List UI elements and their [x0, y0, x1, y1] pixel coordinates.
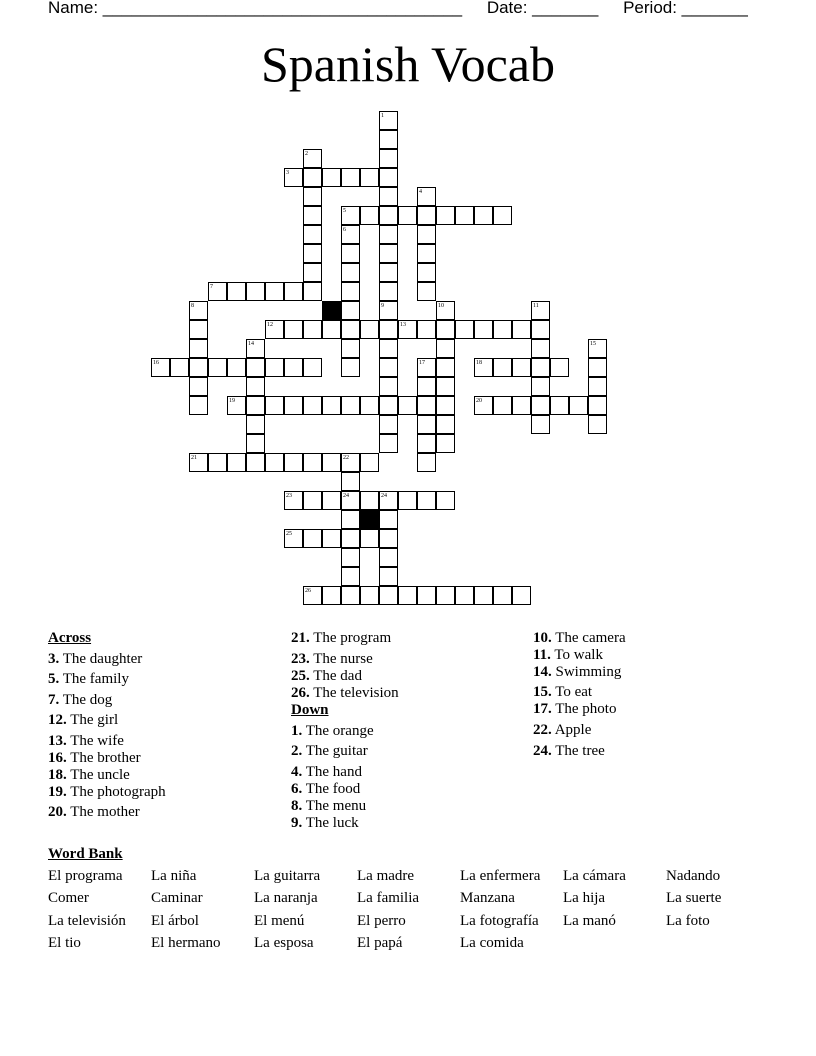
across-clue-12: 12. The girl — [48, 712, 119, 728]
word-bank-item: La cámara — [563, 868, 626, 884]
crossword-cell[interactable] — [341, 586, 360, 605]
crossword-cell[interactable] — [531, 396, 550, 415]
crossword-cell[interactable] — [588, 415, 607, 434]
across-clue-3: 3. The daughter — [48, 651, 143, 667]
crossword-cell[interactable] — [360, 453, 379, 472]
crossword-cell[interactable] — [170, 358, 189, 377]
word-bank-item: La suerte — [666, 890, 722, 906]
down-clue-11: 11. To walk — [533, 647, 603, 663]
crossword-cell[interactable] — [417, 263, 436, 282]
crossword-cell[interactable] — [322, 396, 341, 415]
crossword-cell[interactable] — [189, 320, 208, 339]
clue-number-17: 17 — [419, 360, 425, 366]
across-clue-21: 21. The program — [291, 630, 392, 646]
crossword-cell[interactable] — [341, 244, 360, 263]
crossword-cell[interactable] — [531, 358, 550, 377]
word-bank-item: Nadando — [666, 868, 721, 884]
clue-number-7: 7 — [210, 284, 213, 290]
crossword-cell[interactable] — [512, 396, 531, 415]
crossword-cell[interactable] — [303, 282, 322, 301]
down-clue-24: 24. The tree — [533, 743, 605, 759]
crossword-cell[interactable] — [360, 396, 379, 415]
crossword-cell[interactable] — [531, 339, 550, 358]
down-clue-14: 14. Swimming — [533, 664, 622, 680]
crossword-cell[interactable] — [417, 586, 436, 605]
crossword-cell[interactable] — [360, 586, 379, 605]
crossword-cell[interactable] — [227, 282, 246, 301]
across-clue-19: 19. The photograph — [48, 784, 166, 800]
page-title: Spanish Vocab — [261, 36, 555, 92]
crossword-cell[interactable] — [436, 301, 455, 320]
crossword-cell[interactable] — [341, 548, 360, 567]
clue-number-19: 19 — [229, 398, 235, 404]
crossword-cell[interactable] — [303, 244, 322, 263]
clue-number-23: 23 — [286, 493, 292, 499]
word-bank-item: Comer — [48, 890, 89, 906]
across-clue-26: 26. The television — [291, 685, 399, 701]
crossword-cell[interactable] — [436, 491, 455, 510]
crossword-cell[interactable] — [227, 396, 246, 415]
crossword-cell[interactable] — [455, 206, 474, 225]
crossword-cell[interactable] — [455, 586, 474, 605]
crossword-cell[interactable] — [379, 586, 398, 605]
crossword-cell[interactable] — [284, 358, 303, 377]
crossword-cell[interactable] — [398, 491, 417, 510]
word-bank-item: El menú — [254, 913, 305, 929]
crossword-cell[interactable] — [341, 472, 360, 491]
crossword-cell[interactable] — [284, 491, 303, 510]
crossword-cell[interactable] — [341, 453, 360, 472]
clue-number-12: 12 — [267, 322, 273, 328]
crossword-cell[interactable] — [474, 586, 493, 605]
crossword-cell[interactable] — [512, 586, 531, 605]
crossword-cell[interactable] — [322, 168, 341, 187]
crossword-cell[interactable] — [379, 377, 398, 396]
crossword-cell[interactable] — [493, 358, 512, 377]
crossword-cell[interactable] — [284, 282, 303, 301]
crossword-cell[interactable] — [284, 396, 303, 415]
word-bank-item: El programa — [48, 868, 123, 884]
crossword-cell[interactable] — [189, 377, 208, 396]
crossword-cell[interactable] — [151, 358, 170, 377]
down-clue-22: 22. Apple — [533, 722, 592, 738]
crossword-cell[interactable] — [303, 529, 322, 548]
clue-number-24: 24 — [381, 493, 387, 499]
crossword-cell[interactable] — [322, 529, 341, 548]
crossword-cell[interactable] — [531, 301, 550, 320]
crossword-cell[interactable] — [341, 529, 360, 548]
crossword-cell[interactable] — [550, 396, 569, 415]
down-clue-6: 6. The food — [291, 781, 361, 797]
word-bank-item: La manó — [563, 913, 616, 929]
crossword-cell[interactable] — [417, 282, 436, 301]
clue-number-15: 15 — [590, 341, 596, 347]
crossword-cell[interactable] — [246, 453, 265, 472]
crossword-cell[interactable] — [246, 282, 265, 301]
crossword-cell[interactable] — [417, 377, 436, 396]
down-clue-8: 8. The menu — [291, 798, 367, 814]
crossword-cell[interactable] — [189, 339, 208, 358]
clue-number-5: 5 — [343, 208, 346, 214]
word-bank-item: El papá — [357, 935, 403, 951]
crossword-cell[interactable] — [303, 206, 322, 225]
crossword-cell[interactable] — [531, 320, 550, 339]
crossword-cell[interactable] — [588, 396, 607, 415]
black-square — [360, 510, 379, 529]
crossword-cell[interactable] — [246, 434, 265, 453]
crossword-cell[interactable] — [341, 510, 360, 529]
crossword-cell[interactable] — [246, 415, 265, 434]
word-bank-item: El hermano — [151, 935, 221, 951]
word-bank-item: La hija — [563, 890, 606, 906]
word-bank-item: La niña — [151, 868, 197, 884]
crossword-cell[interactable] — [531, 377, 550, 396]
crossword-cell[interactable] — [379, 510, 398, 529]
crossword-cell[interactable] — [493, 320, 512, 339]
crossword-cell[interactable] — [474, 358, 493, 377]
crossword-cell[interactable] — [303, 149, 322, 168]
clue-number-2: 2 — [305, 151, 308, 157]
word-bank-item: La guitarra — [254, 868, 321, 884]
clue-number-3: 3 — [286, 170, 289, 176]
crossword-cell[interactable] — [417, 396, 436, 415]
crossword-cell[interactable] — [284, 453, 303, 472]
crossword-cell[interactable] — [379, 187, 398, 206]
crossword-cell[interactable] — [360, 320, 379, 339]
clue-number-6: 6 — [343, 227, 346, 233]
crossword-cell[interactable] — [208, 282, 227, 301]
crossword-cell[interactable] — [303, 396, 322, 415]
word-bank-item: El tio — [48, 935, 81, 951]
crossword-cell[interactable] — [493, 396, 512, 415]
crossword-cell[interactable] — [474, 396, 493, 415]
crossword-cell[interactable] — [227, 453, 246, 472]
crossword-cell[interactable] — [379, 529, 398, 548]
down-clue-9: 9. The luck — [291, 815, 359, 831]
crossword-cell[interactable] — [360, 529, 379, 548]
crossword-cell[interactable] — [322, 491, 341, 510]
word-bank-item: El árbol — [151, 913, 199, 929]
crossword-cell[interactable] — [341, 282, 360, 301]
crossword-cell[interactable] — [341, 168, 360, 187]
crossword-cell[interactable] — [417, 244, 436, 263]
crossword-cell[interactable] — [550, 358, 569, 377]
word-bank-item: Manzana — [460, 890, 515, 906]
crossword-cell[interactable] — [436, 586, 455, 605]
crossword-cell[interactable] — [246, 358, 265, 377]
crossword-cell[interactable] — [341, 339, 360, 358]
crossword-cell[interactable] — [569, 396, 588, 415]
crossword-cell[interactable] — [379, 358, 398, 377]
clue-column-1 — [48, 630, 166, 821]
crossword-cell[interactable] — [189, 453, 208, 472]
crossword-cell[interactable] — [588, 339, 607, 358]
crossword-cell[interactable] — [322, 586, 341, 605]
crossword-cell[interactable] — [379, 434, 398, 453]
crossword-cell[interactable] — [265, 282, 284, 301]
crossword-cell[interactable] — [303, 225, 322, 244]
crossword-cell[interactable] — [512, 320, 531, 339]
crossword-cell[interactable] — [436, 415, 455, 434]
name-field[interactable]: Name: ______________________________________ — [48, 0, 463, 17]
crossword-cell[interactable] — [341, 396, 360, 415]
word-bank-item: La fotografía — [460, 913, 539, 929]
clue-number-4: 4 — [419, 189, 422, 195]
crossword-cell[interactable] — [284, 168, 303, 187]
crossword-cell[interactable] — [436, 434, 455, 453]
crossword-cell[interactable] — [303, 586, 322, 605]
crossword-cell[interactable] — [189, 396, 208, 415]
crossword-cell[interactable] — [360, 491, 379, 510]
crossword-cell[interactable] — [474, 206, 493, 225]
across-clue-18: 18. The uncle — [48, 767, 130, 783]
crossword-cell[interactable] — [284, 529, 303, 548]
crossword-cell[interactable] — [398, 206, 417, 225]
clue-number-8: 8 — [191, 303, 194, 309]
down-clue-10: 10. The camera — [533, 630, 626, 646]
clue-number-25: 25 — [286, 531, 292, 537]
crossword-cell[interactable] — [588, 358, 607, 377]
period-field[interactable]: Period: _______ — [623, 0, 748, 17]
clue-number-13: 13 — [400, 322, 406, 328]
crossword-cell[interactable] — [227, 358, 246, 377]
down-heading: Down — [291, 702, 329, 718]
crossword-cell[interactable] — [379, 320, 398, 339]
crossword-cell[interactable] — [379, 111, 398, 130]
crossword-cell[interactable] — [379, 149, 398, 168]
crossword-cell[interactable] — [398, 586, 417, 605]
crossword-cell[interactable] — [303, 320, 322, 339]
down-clue-2: 2. The guitar — [291, 743, 368, 759]
crossword-cell[interactable] — [341, 225, 360, 244]
across-clue-7: 7. The dog — [48, 692, 113, 708]
crossword-cell[interactable] — [436, 320, 455, 339]
clue-number-26: 26 — [305, 588, 311, 594]
crossword-cell[interactable] — [379, 282, 398, 301]
crossword-cell[interactable] — [189, 358, 208, 377]
crossword-cell[interactable] — [341, 567, 360, 586]
word-bank-item: Caminar — [151, 890, 203, 906]
crossword-cell[interactable] — [303, 453, 322, 472]
crossword-cell[interactable] — [341, 320, 360, 339]
clue-number-18: 18 — [476, 360, 482, 366]
crossword-cell[interactable] — [265, 396, 284, 415]
crossword-cell[interactable] — [303, 187, 322, 206]
crossword-cell[interactable] — [436, 339, 455, 358]
word-bank-item: La foto — [666, 913, 710, 929]
clue-number-10: 10 — [438, 303, 444, 309]
clue-number-22: 22 — [343, 455, 349, 461]
crossword-cell[interactable] — [417, 225, 436, 244]
crossword-cell[interactable] — [379, 301, 398, 320]
crossword-cell[interactable] — [493, 586, 512, 605]
date-field[interactable]: Date: _______ — [486, 0, 599, 17]
crossword-cell[interactable] — [360, 168, 379, 187]
crossword-cell[interactable] — [417, 187, 436, 206]
crossword-cell[interactable] — [246, 377, 265, 396]
crossword-cell[interactable] — [303, 491, 322, 510]
across-clue-16: 16. The brother — [48, 750, 141, 766]
crossword-cell[interactable] — [265, 358, 284, 377]
crossword-cell[interactable] — [208, 453, 227, 472]
crossword-cell[interactable] — [322, 320, 341, 339]
clue-number-20: 20 — [476, 398, 482, 404]
crossword-cell[interactable] — [417, 434, 436, 453]
clue-number-16: 16 — [153, 360, 159, 366]
clue-number-21: 21 — [191, 455, 197, 461]
crossword-cell[interactable] — [512, 358, 531, 377]
crossword-cell[interactable] — [436, 358, 455, 377]
across-clue-25: 25. The dad — [291, 668, 362, 684]
crossword-cell[interactable] — [379, 130, 398, 149]
crossword-cell[interactable] — [398, 320, 417, 339]
crossword-cell[interactable] — [436, 377, 455, 396]
word-bank-item: El perro — [357, 913, 406, 929]
crossword-cell[interactable] — [341, 358, 360, 377]
crossword-cell[interactable] — [189, 301, 208, 320]
down-clue-15: 15. To eat — [533, 684, 593, 700]
student-info-header — [48, 0, 752, 18]
crossword-cell[interactable] — [379, 244, 398, 263]
crossword-cell[interactable] — [379, 263, 398, 282]
crossword-cell[interactable] — [303, 358, 322, 377]
crossword-cell[interactable] — [379, 567, 398, 586]
crossword-cell[interactable] — [417, 206, 436, 225]
word-bank-item: La televisión — [48, 913, 126, 929]
crossword-cell[interactable] — [208, 358, 227, 377]
across-heading: Across — [48, 630, 92, 646]
crossword-cell[interactable] — [588, 377, 607, 396]
crossword-cell[interactable] — [417, 320, 436, 339]
clue-number-24: 24 — [343, 493, 349, 499]
crossword-cell[interactable] — [246, 396, 265, 415]
crossword-cell[interactable] — [265, 453, 284, 472]
crossword-cell[interactable] — [341, 301, 360, 320]
clue-column-2 — [291, 630, 399, 832]
word-bank-title: Word Bank — [48, 846, 123, 862]
word-bank-item: La comida — [460, 935, 524, 951]
word-bank-item: La madre — [357, 868, 415, 884]
crossword-cell[interactable] — [417, 453, 436, 472]
word-bank-item: La naranja — [254, 890, 318, 906]
crossword-cell[interactable] — [265, 320, 284, 339]
crossword-cell[interactable] — [379, 491, 398, 510]
crossword-cell[interactable] — [474, 320, 493, 339]
crossword-cell[interactable] — [455, 320, 474, 339]
crossword-cell[interactable] — [417, 491, 436, 510]
crossword-cell[interactable] — [417, 358, 436, 377]
crossword-cell[interactable] — [303, 263, 322, 282]
crossword-cell[interactable] — [379, 168, 398, 187]
black-square — [322, 301, 341, 320]
clue-number-1: 1 — [381, 113, 384, 119]
crossword-cell[interactable] — [303, 168, 322, 187]
crossword-cell[interactable] — [379, 206, 398, 225]
crossword-cell[interactable] — [493, 206, 512, 225]
crossword-cell[interactable] — [379, 339, 398, 358]
crossword-cell[interactable] — [398, 396, 417, 415]
clue-number-14: 14 — [248, 341, 254, 347]
down-clue-17: 17. The photo — [533, 701, 617, 717]
crossword-cell[interactable] — [379, 225, 398, 244]
across-clue-23: 23. The nurse — [291, 651, 373, 667]
crossword-cell[interactable] — [531, 415, 550, 434]
crossword-cell[interactable] — [436, 206, 455, 225]
word-bank-item: La esposa — [254, 935, 314, 951]
across-clue-13: 13. The wife — [48, 733, 124, 749]
clue-number-11: 11 — [533, 303, 539, 309]
word-bank-item: La enfermera — [460, 868, 541, 884]
crossword-cell[interactable] — [379, 548, 398, 567]
crossword-cell[interactable] — [246, 339, 265, 358]
crossword-cell[interactable] — [379, 415, 398, 434]
crossword-cell[interactable] — [436, 396, 455, 415]
crossword-cell[interactable] — [322, 453, 341, 472]
crossword-cell[interactable] — [341, 206, 360, 225]
down-clue-4: 4. The hand — [291, 764, 362, 780]
clue-column-3 — [533, 630, 626, 760]
across-clue-20: 20. The mother — [48, 804, 140, 820]
down-clue-1: 1. The orange — [291, 723, 374, 739]
crossword-cell[interactable] — [341, 263, 360, 282]
crossword-cell[interactable] — [379, 396, 398, 415]
across-clue-5: 5. The family — [48, 671, 129, 687]
clue-number-9: 9 — [381, 303, 384, 309]
crossword-cell[interactable] — [341, 491, 360, 510]
crossword-cell[interactable] — [284, 320, 303, 339]
word-bank-item: La familia — [357, 890, 420, 906]
crossword-cell[interactable] — [417, 415, 436, 434]
crossword-cell[interactable] — [360, 206, 379, 225]
